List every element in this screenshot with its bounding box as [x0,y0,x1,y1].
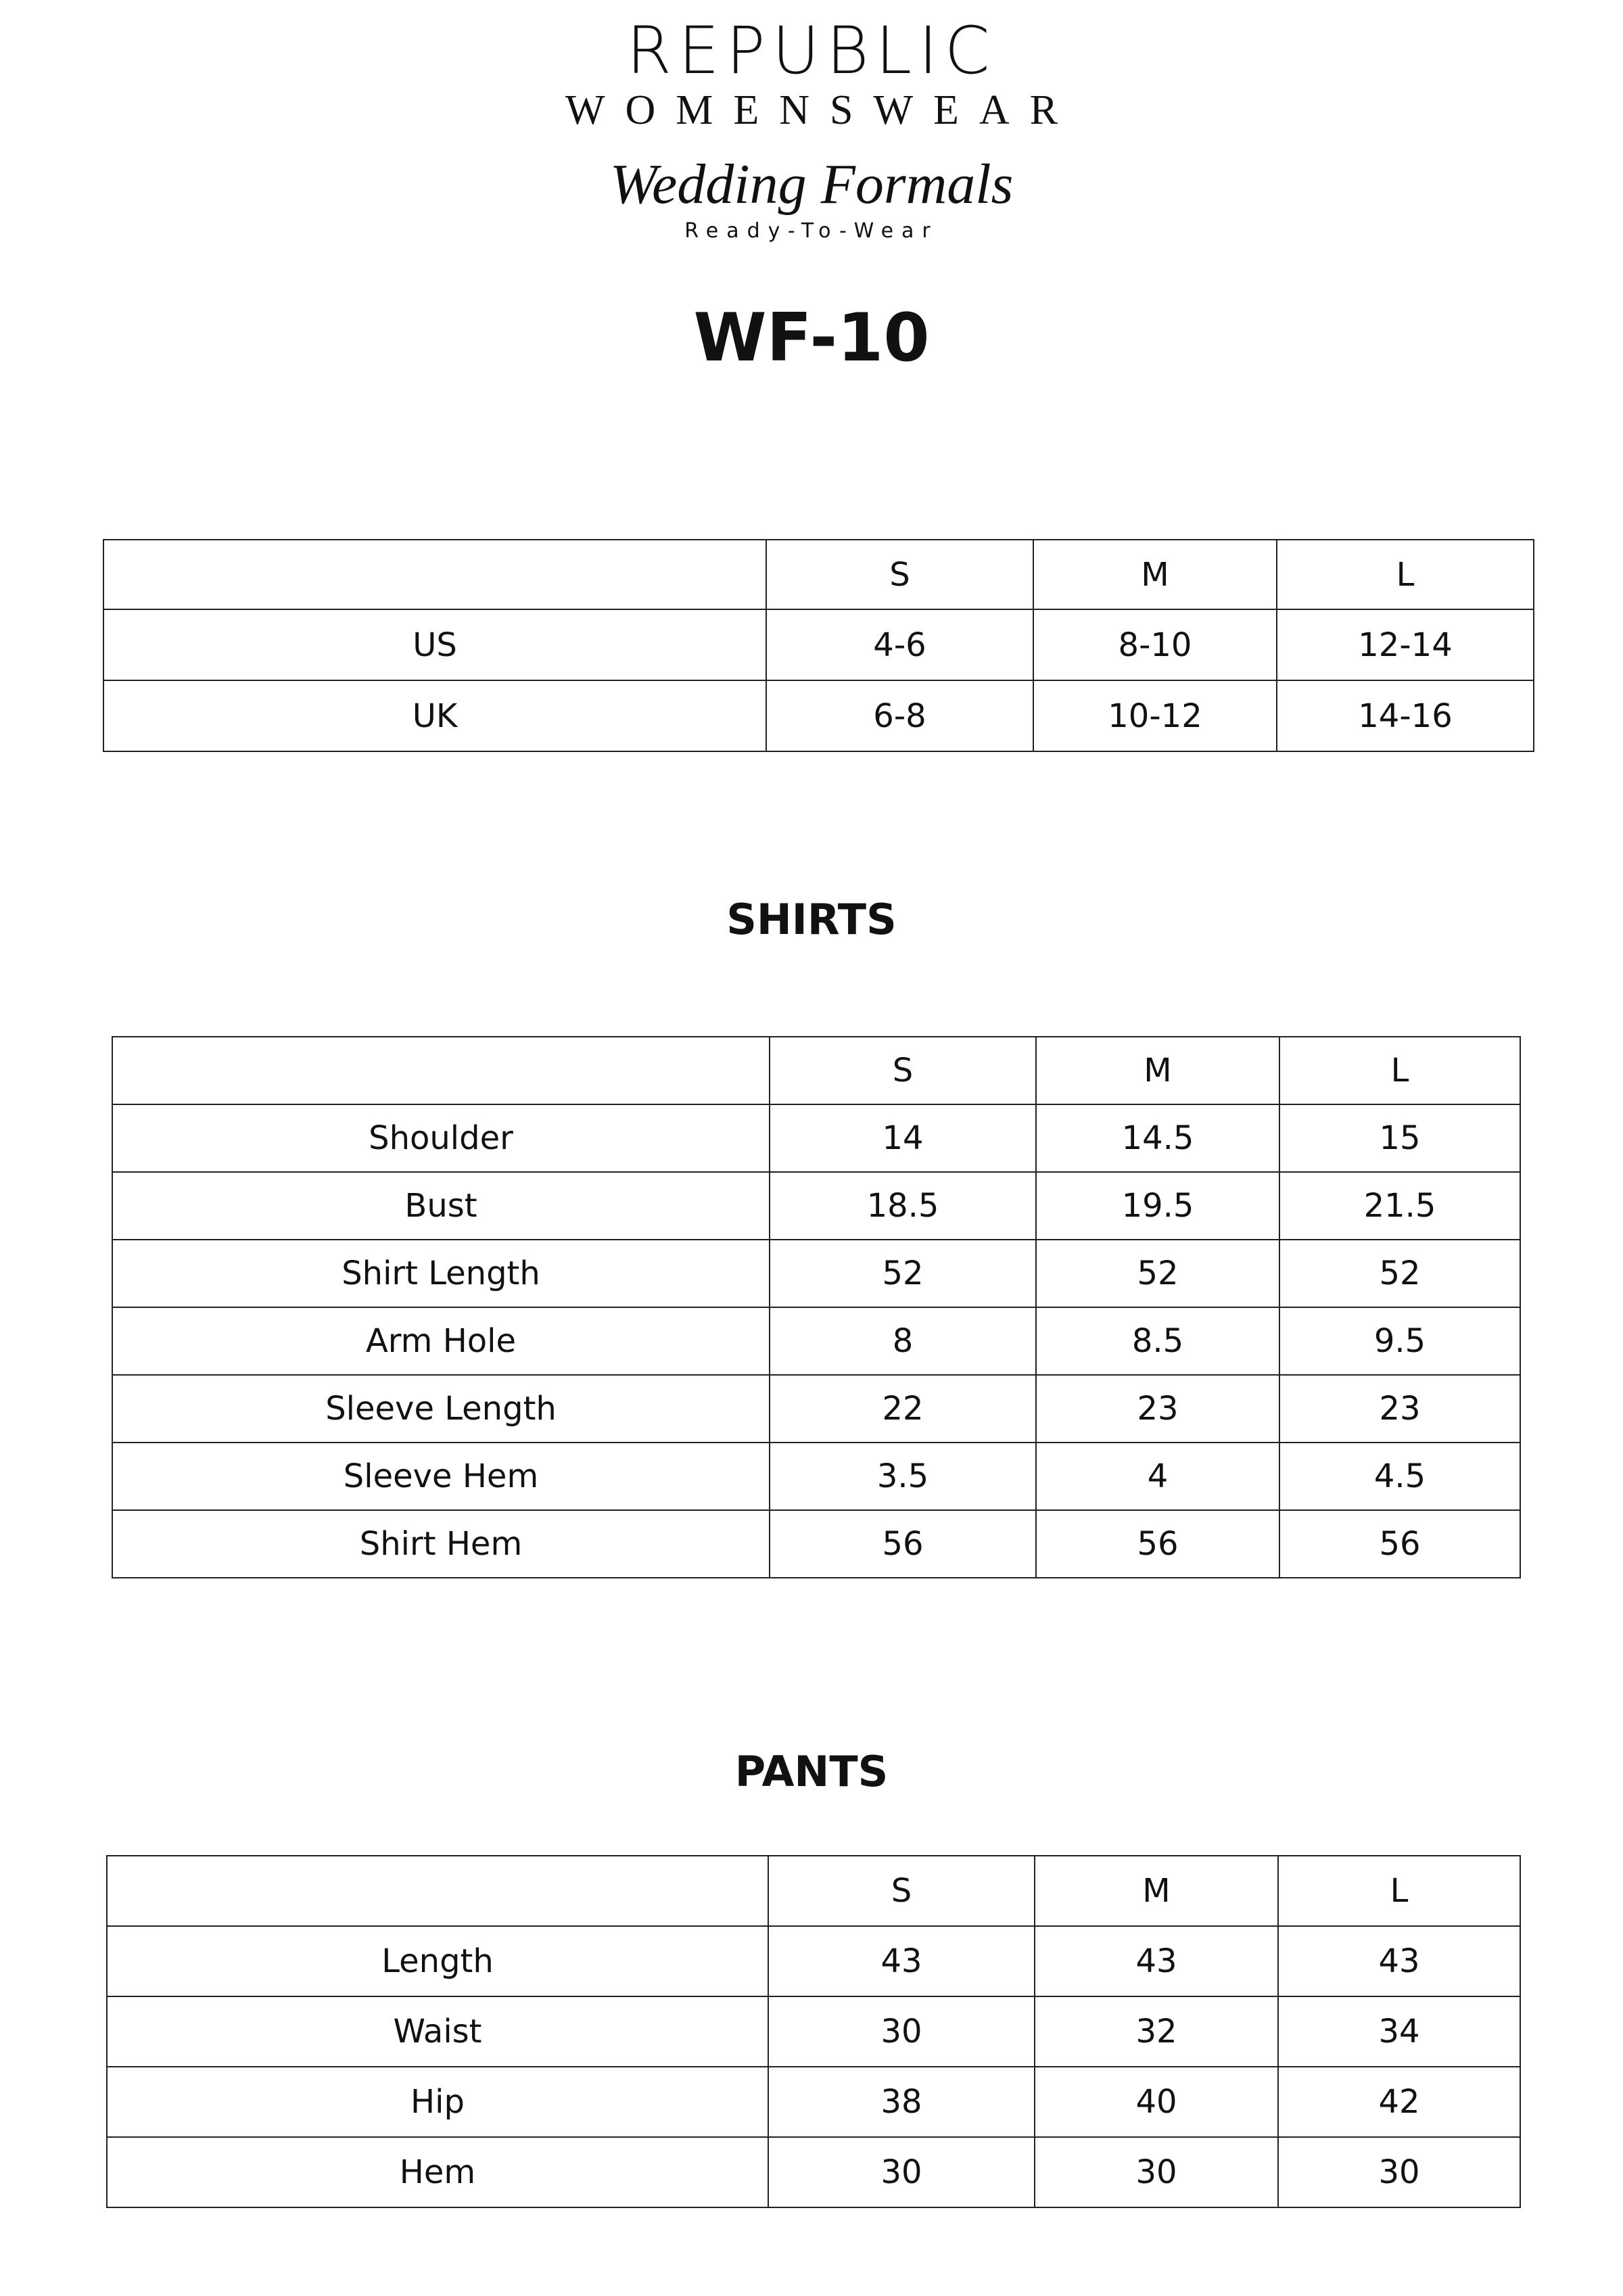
table-cell: 9.5 [1279,1307,1520,1375]
table-header-row [112,1037,1520,1104]
header-cell: M [1036,1037,1279,1104]
row-label: Shirt Hem [112,1510,770,1578]
table-cell: 30 [1278,2137,1520,2207]
row-label: Hem [107,2137,768,2207]
header-cell: L [1279,1037,1520,1104]
table-cell: 8.5 [1036,1307,1279,1375]
table-row [112,1375,1520,1443]
table-row [107,1926,1520,1996]
collection-subtitle: Ready-To-Wear [684,219,939,243]
row-label: Arm Hole [112,1307,770,1375]
table-cell: 42 [1278,2067,1520,2137]
header-cell [107,1856,768,1926]
table-cell: 21.5 [1279,1172,1520,1240]
table-cell: 38 [768,2067,1035,2137]
header-cell: M [1033,540,1277,609]
product-code: WF-10 [693,300,930,377]
brand-line: WOMENSWEAR [565,87,1079,133]
table-cell: 4-6 [766,609,1033,680]
table-cell: 14-16 [1277,680,1534,751]
table-cell: 8 [770,1307,1036,1375]
row-label: Sleeve Hem [112,1443,770,1510]
size-conversion-table [103,539,1534,752]
table-cell: 6-8 [766,680,1033,751]
table-cell: 52 [770,1240,1036,1307]
brand-name: REPUBLIC [626,13,997,89]
table-cell: 23 [1036,1375,1279,1443]
row-label: Bust [112,1172,770,1240]
table-row [107,2067,1520,2137]
table-cell: 56 [770,1510,1036,1578]
table-cell: 14 [770,1104,1036,1172]
header-cell: L [1277,540,1534,609]
row-label: Hip [107,2067,768,2137]
table-cell: 15 [1279,1104,1520,1172]
table-cell: 34 [1278,1996,1520,2067]
table-cell: 14.5 [1036,1104,1279,1172]
header-cell: S [768,1856,1035,1926]
table-cell: 40 [1035,2067,1278,2137]
table-row [112,1307,1520,1375]
pants-heading: PANTS [734,1747,889,1796]
table-cell: 56 [1279,1510,1520,1578]
table-cell: 22 [770,1375,1036,1443]
header-cell: L [1278,1856,1520,1926]
table-cell: 43 [768,1926,1035,1996]
header-cell: S [766,540,1033,609]
table-cell: 18.5 [770,1172,1036,1240]
table-row [112,1172,1520,1240]
table-cell: 3.5 [770,1443,1036,1510]
header-cell: M [1035,1856,1278,1926]
table-row [107,2137,1520,2207]
table-cell: 56 [1036,1510,1279,1578]
header-cell [103,540,766,609]
table-row [112,1510,1520,1578]
table-header-row [107,1856,1520,1926]
table-cell: 30 [768,1996,1035,2067]
table-cell: 43 [1035,1926,1278,1996]
row-label: US [103,609,766,680]
row-label: Shirt Length [112,1240,770,1307]
table-row [112,1240,1520,1307]
shirts-heading: SHIRTS [726,895,897,944]
table-cell: 43 [1278,1926,1520,1996]
row-label: UK [103,680,766,751]
table-cell: 30 [768,2137,1035,2207]
table-cell: 8-10 [1033,609,1277,680]
table-row [112,1104,1520,1172]
row-label: Waist [107,1996,768,2067]
table-header-row [103,540,1534,609]
table-cell: 4.5 [1279,1443,1520,1510]
table-row [103,680,1534,751]
table-row [112,1443,1520,1510]
pants-size-table [106,1855,1521,2208]
row-label: Sleeve Length [112,1375,770,1443]
table-cell: 52 [1279,1240,1520,1307]
row-label: Shoulder [112,1104,770,1172]
table-cell: 10-12 [1033,680,1277,751]
table-cell: 23 [1279,1375,1520,1443]
header-cell: S [770,1037,1036,1104]
table-row [103,609,1534,680]
table-row [107,1996,1520,2067]
table-cell: 19.5 [1036,1172,1279,1240]
table-cell: 12-14 [1277,609,1534,680]
table-cell: 52 [1036,1240,1279,1307]
table-cell: 32 [1035,1996,1278,2067]
shirts-size-table [112,1036,1521,1578]
row-label: Length [107,1926,768,1996]
table-cell: 30 [1035,2137,1278,2207]
header-cell [112,1037,770,1104]
collection-name: Wedding Formals [609,153,1014,216]
table-cell: 4 [1036,1443,1279,1510]
